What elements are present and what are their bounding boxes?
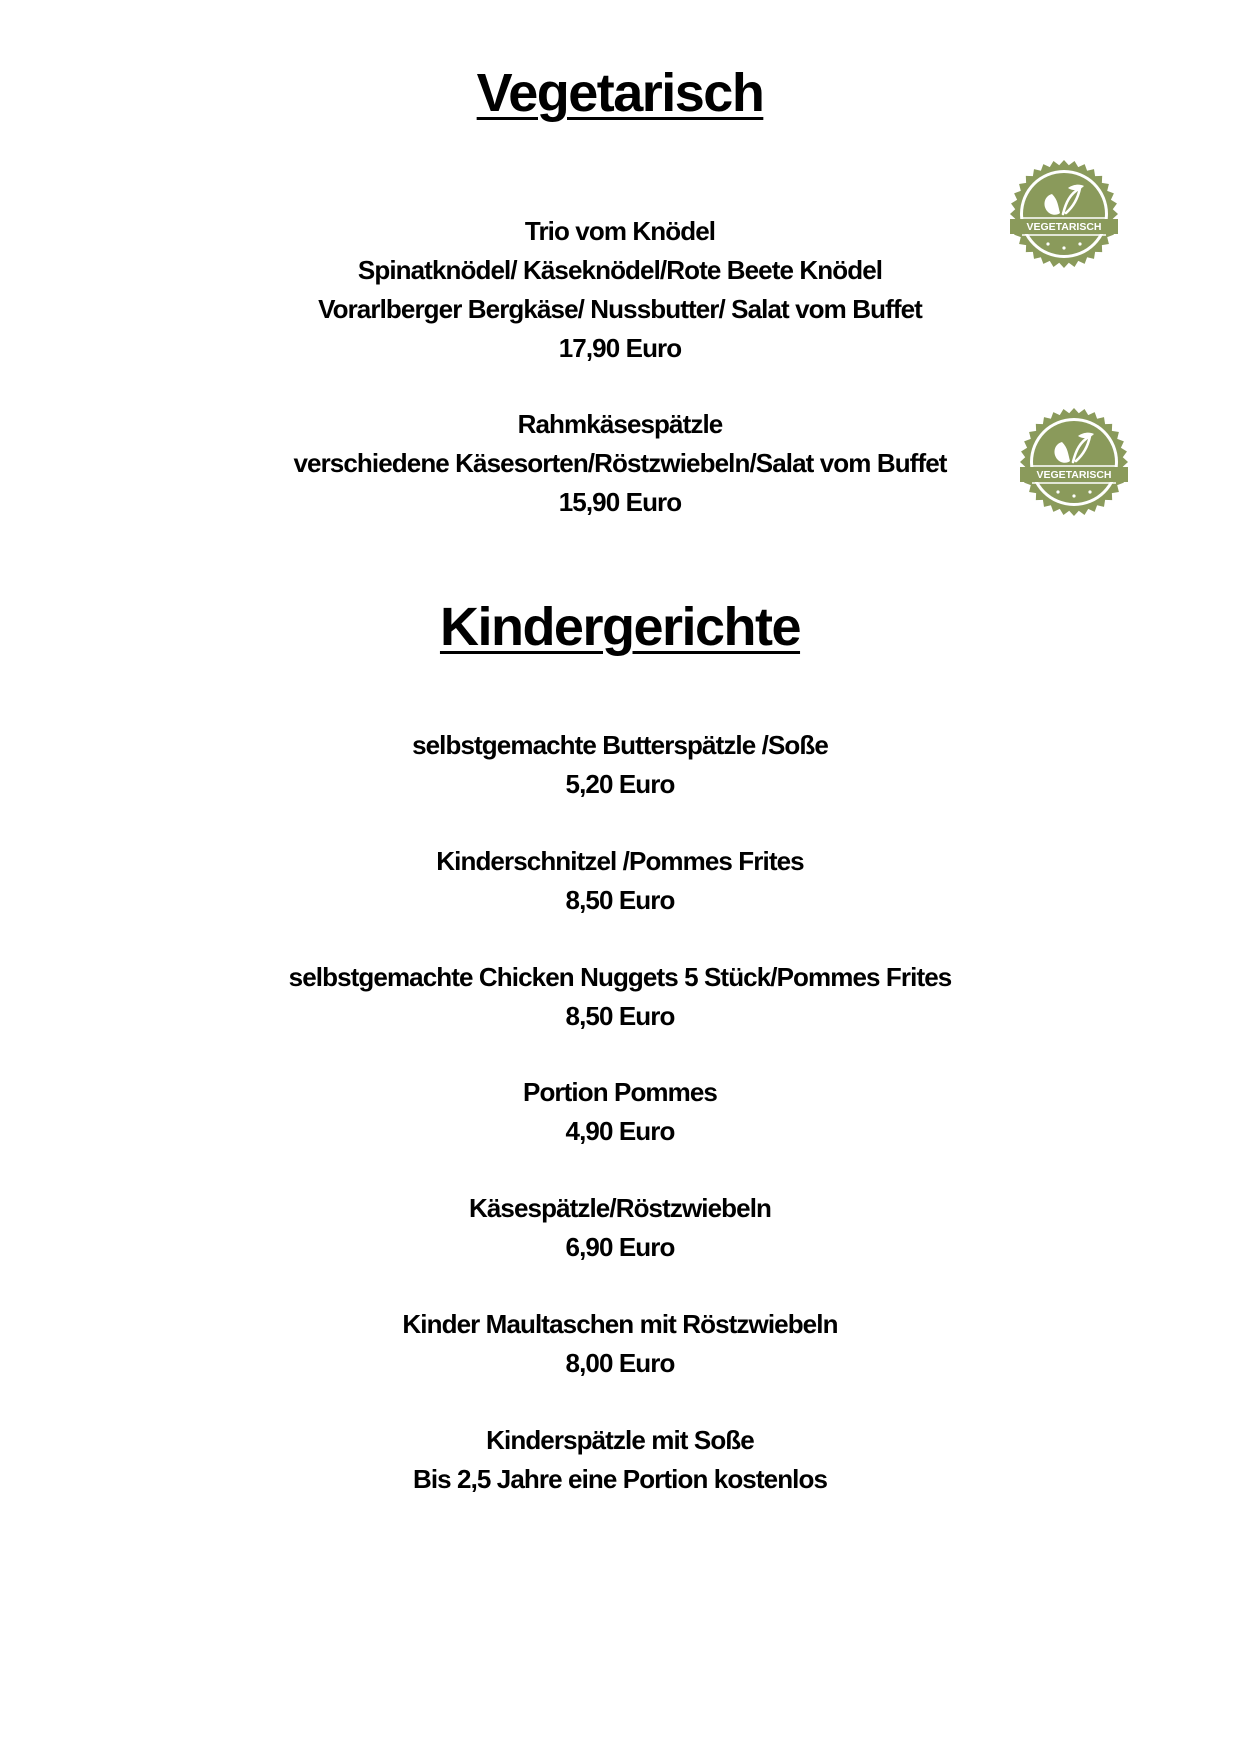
item-name: selbstgemachte Chicken Nuggets 5 Stück/Pommes Frites: [288, 962, 952, 992]
item-name: Käsespätzle/Röstzwiebeln: [468, 1193, 772, 1223]
item-price: 5,20 Euro: [565, 769, 675, 799]
item-name: Portion Pommes: [523, 1077, 717, 1107]
vegetarian-seal-icon: [1018, 406, 1130, 518]
item-detail: Vorarlberger Bergkäse/ Nussbutter/ Salat vom Buffet: [318, 294, 922, 324]
item-name: Kinderspätzle mit Soße: [486, 1425, 754, 1455]
vegetarian-badge-icon: [1008, 158, 1120, 270]
item-detail: Spinatknödel/ Käseknödel/Rote Beete Knödel: [357, 255, 883, 285]
section-title-vegetarian: Vegetarisch: [476, 63, 764, 123]
vegetarian-badge-icon: [1018, 406, 1130, 518]
item-price: 6,90 Euro: [565, 1232, 675, 1262]
svg-text:VEGETARISCH: VEGETARISCH: [1026, 221, 1102, 233]
item-detail: verschiedene Käsesorten/Röstzwiebeln/Salat vom Buffet: [293, 448, 947, 478]
item-price: 17,90 Euro: [558, 333, 682, 363]
item-price: 8,50 Euro: [565, 1001, 675, 1031]
svg-text:VEGETARISCH: VEGETARISCH: [1036, 469, 1112, 481]
menu-item-kids: [0, 1421, 1240, 1499]
item-name: Trio vom Knödel: [524, 216, 716, 246]
item-price: 8,00 Euro: [565, 1348, 675, 1378]
item-name: Kinder Maultaschen mit Röstzwiebeln: [402, 1309, 838, 1339]
item-price: 8,50 Euro: [565, 885, 675, 915]
menu-item-kids: [0, 958, 1240, 1036]
item-name: selbstgemachte Butterspätzle /Soße: [412, 730, 828, 760]
menu-item-kids: [0, 1189, 1240, 1267]
item-name: Kinderschnitzel /Pommes Frites: [436, 846, 804, 876]
menu-item-kids: [0, 842, 1240, 920]
menu-item-kids: [0, 726, 1240, 804]
item-note: Bis 2,5 Jahre eine Portion kostenlos: [412, 1464, 828, 1494]
item-name: Rahmkäsespätzle: [517, 409, 723, 439]
menu-item-kids: [0, 1073, 1240, 1151]
menu-item-kids: [0, 1305, 1240, 1383]
item-price: 15,90 Euro: [558, 487, 682, 517]
vegetarian-seal-icon: [1008, 158, 1120, 270]
section-title-kids: Kindergerichte: [439, 597, 801, 657]
item-price: 4,90 Euro: [565, 1116, 675, 1146]
